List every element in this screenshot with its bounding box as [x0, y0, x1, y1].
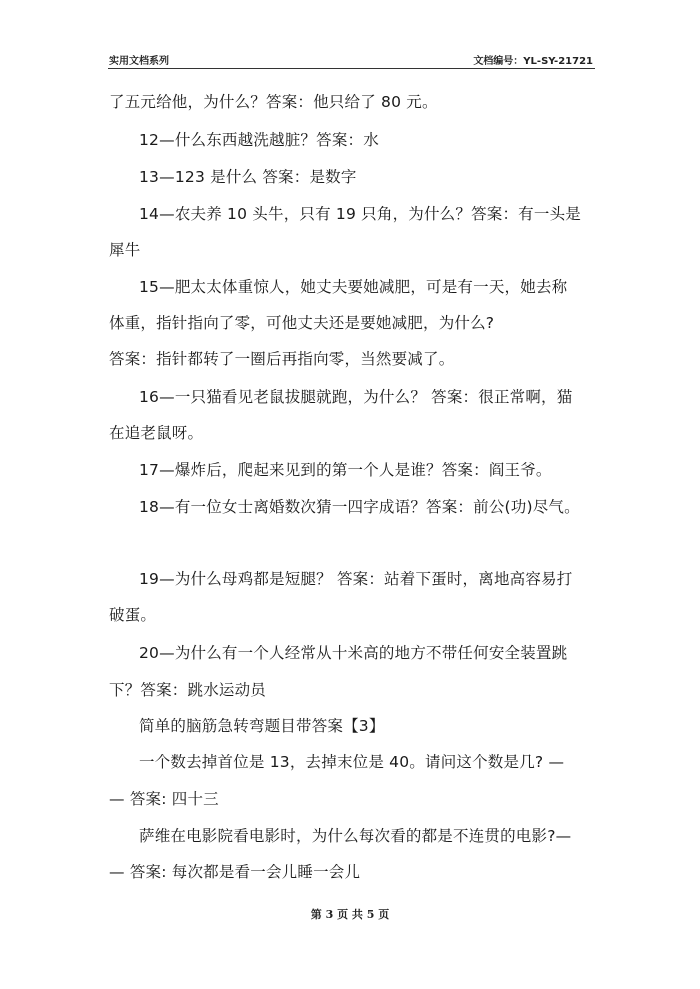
text-line: 破蛋。: [109, 606, 157, 624]
text-line: 在追老鼠呀。: [109, 424, 204, 442]
riddle-20: 20—为什么有一个人经常从十米高的地方不带任何安全装置跳: [139, 644, 568, 662]
section-heading: 简单的脑筋急转弯题目带答案【3】: [139, 717, 385, 735]
page-number-footer: 第 3 页 共 5 页: [310, 908, 390, 921]
riddle-13: 13—123 是什么 答案：是数字: [139, 168, 357, 186]
riddle-19: 19—为什么母鸡都是短腿？ 答案：站着下蛋时，离地高容易打: [139, 570, 573, 588]
answer-15: 答案：指针都转了一圈后再指向零，当然要减了。: [109, 350, 455, 368]
riddle-number: 一个数去掉首位是 13，去掉末位是 40。请问这个数是几? —: [139, 753, 565, 771]
header-document-number: 文档编号：YL-SY-21721: [473, 56, 593, 67]
text-line: 体重，指针指向了零，可他丈夫还是要她减肥，为什么?: [109, 314, 495, 332]
text-line: — 答案: 四十三: [109, 790, 219, 808]
header-divider: [108, 68, 595, 69]
riddle-12: 12—什么东西越洗越脏？答案：水: [139, 131, 379, 149]
text-line: 犀牛: [109, 241, 141, 259]
text-line: 下？答案：跳水运动员: [109, 681, 267, 699]
text-line: — 答案: 每次都是看一会儿睡一会儿: [109, 863, 361, 881]
riddle-17: 17—爆炸后，爬起来见到的第一个人是谁？答案：阎王爷。: [139, 461, 552, 479]
header-series-label: 实用文档系列: [109, 56, 169, 67]
riddle-18: 18—有一位女士离婚数次猜一四字成语？答案：前公(功)尽气。: [139, 498, 580, 516]
riddle-movie: 萨维在电影院看电影时，为什么每次看的都是不连贯的电影?—: [139, 827, 572, 845]
riddle-15: 15—肥太太体重惊人，她丈夫要她减肥，可是有一天，她去称: [139, 278, 568, 296]
text-line: 了五元给他，为什么？答案：他只给了 80 元。: [109, 93, 438, 111]
riddle-16: 16—一只猫看见老鼠拔腿就跑，为什么？ 答案：很正常啊，猫: [139, 388, 573, 406]
riddle-14: 14—农夫养 10 头牛，只有 19 只角，为什么？答案：有一头是: [139, 205, 581, 223]
